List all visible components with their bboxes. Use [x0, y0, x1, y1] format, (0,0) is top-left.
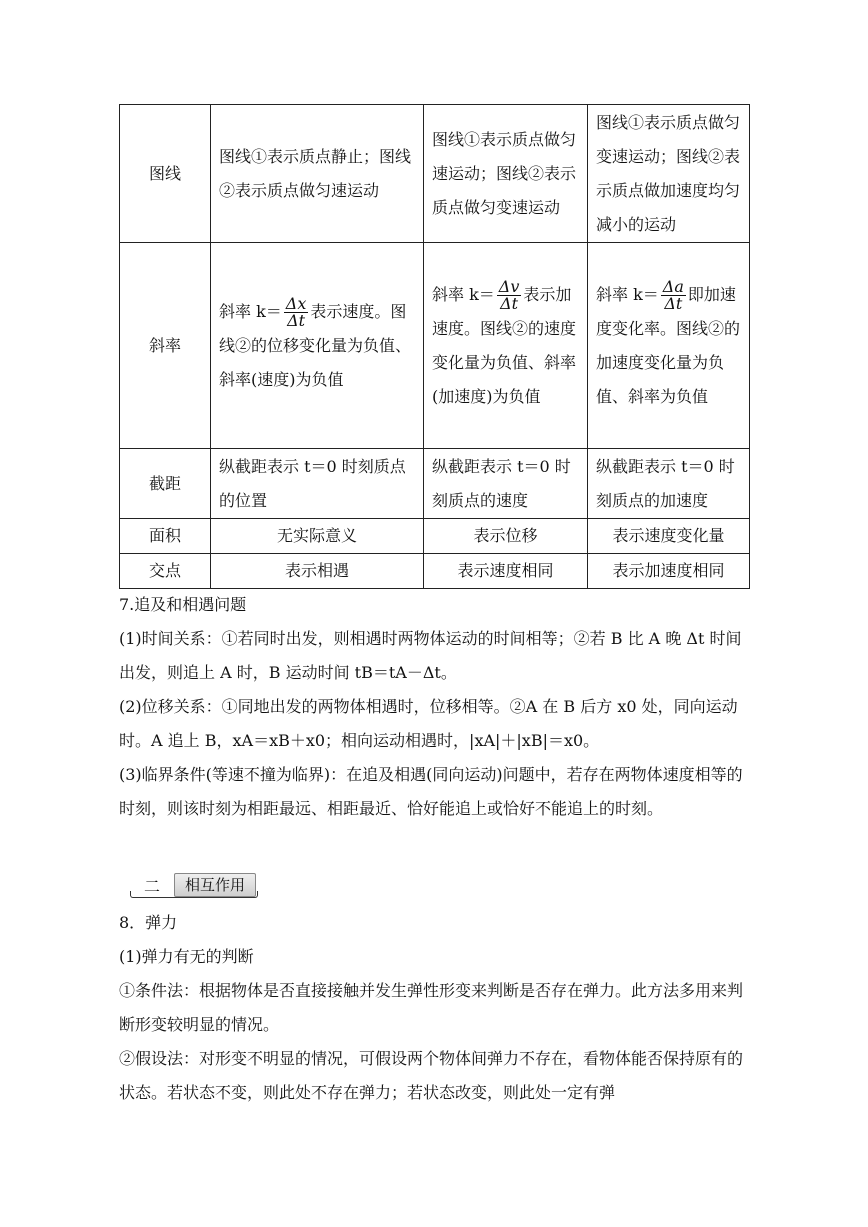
cell-vt-graph: 图线①表示质点做匀速运动；图线②表示质点做匀变速运动: [424, 105, 588, 243]
cell-vt-intersection: 表示速度相同: [424, 554, 588, 589]
cell-xt-graph: 图线①表示质点静止；图线②表示质点做匀速运动: [211, 105, 424, 243]
fraction-numerator: Δv: [498, 276, 520, 296]
cell-xt-intercept: 纵截距表示 t＝0 时刻质点的位置: [211, 449, 424, 519]
slope-fraction-x: [284, 293, 309, 330]
slope-text-post: 即加速度变化率。图线②的加速度变化量为负值、斜率为负值: [596, 284, 741, 406]
row-header-graph: 图线: [120, 105, 211, 243]
cell-at-area: 表示速度变化量: [588, 519, 750, 554]
row-header-intercept: 截距: [120, 449, 211, 519]
cell-vt-slope: [424, 243, 588, 449]
cell-vt-area: 表示位移: [424, 519, 588, 554]
slope-fraction-a: [661, 276, 686, 313]
paragraph: ②假设法：对形变不明显的情况，可假设两个物体间弹力不存在，看物体能否保持原有的状态。若状态不变，则此处不存在弹力；若状态改变，则此处一定有弹: [119, 1049, 744, 1102]
table-row: [120, 519, 750, 554]
slope-text-pre: 斜率 k＝: [596, 284, 659, 304]
fraction-numerator: Δa: [662, 276, 684, 296]
subsection-title: (1)弹力有无的判断: [119, 947, 254, 966]
cell-at-intersection: 表示加速度相同: [588, 554, 750, 589]
chapter-number: 二: [144, 877, 161, 896]
table-row: [120, 105, 750, 243]
cell-xt-intersection: 表示相遇: [211, 554, 424, 589]
table-row: [120, 554, 750, 589]
graph-comparison-table: [119, 104, 750, 589]
cell-xt-area: 无实际意义: [211, 519, 424, 554]
section-title: 7.追及和相遇问题: [119, 595, 247, 614]
cell-vt-intercept: 纵截距表示 t＝0 时刻质点的速度: [424, 449, 588, 519]
slope-text-post: 表示加速度。图线②的速度变化量为负值、斜率(加速度)为负值: [432, 284, 577, 406]
slope-text-pre: 斜率 k＝: [219, 301, 282, 321]
table-row: [120, 449, 750, 519]
slope-fraction-v: [497, 276, 522, 313]
fraction-denominator: Δt: [664, 293, 683, 313]
paragraph: (1)时间关系：①若同时出发，则相遇时两物体运动的时间相等；②若 B 比 A 晚 Δt 时间出发，则追上 A 时，B 运动时间 tB＝tA－Δt。: [119, 629, 742, 682]
section-title: 8．弹力: [119, 913, 178, 932]
cell-at-intercept: 纵截距表示 t＝0 时刻质点的加速度: [588, 449, 750, 519]
cell-at-slope: [588, 243, 750, 449]
section-8: [119, 906, 751, 1110]
row-header-area: 面积: [120, 519, 211, 554]
slope-text-pre: 斜率 k＝: [432, 284, 495, 304]
fraction-denominator: Δt: [500, 293, 519, 313]
cell-xt-slope: [211, 243, 424, 449]
section-7: [119, 588, 751, 826]
table-row: [120, 243, 750, 449]
chapter-label-badge: 相互作用: [174, 873, 256, 897]
cell-at-graph: 图线①表示质点做匀变速运动；图线②表示质点做加速度均匀减小的运动: [588, 105, 750, 243]
fraction-denominator: Δt: [287, 310, 306, 330]
chapter-heading: [130, 873, 258, 897]
paragraph: (2)位移关系：①同地出发的两物体相遇时，位移相等。②A 在 B 后方 x0 处，同向运动时。A 追上 B，xA＝xB＋x0；相向运动相遇时，|xA|＋|xB|＝x0。: [119, 697, 738, 750]
row-header-intersection: 交点: [120, 554, 211, 589]
paragraph: (3)临界条件(等速不撞为临界)：在追及相遇(同向运动)问题中，若存在两物体速度相等的时刻，则该时刻为相距最远、相距最近、恰好能追上或恰好不能追上的时刻。: [119, 765, 743, 818]
slope-text-post: 表示速度。图线②的位移变化量为负值、斜率(速度)为负值: [219, 301, 412, 389]
paragraph: ①条件法：根据物体是否直接接触并发生弹性形变来判断是否存在弹力。此方法多用来判断形变较明显的情况。: [119, 981, 744, 1034]
row-header-slope: 斜率: [120, 243, 211, 449]
fraction-numerator: Δx: [285, 293, 307, 313]
